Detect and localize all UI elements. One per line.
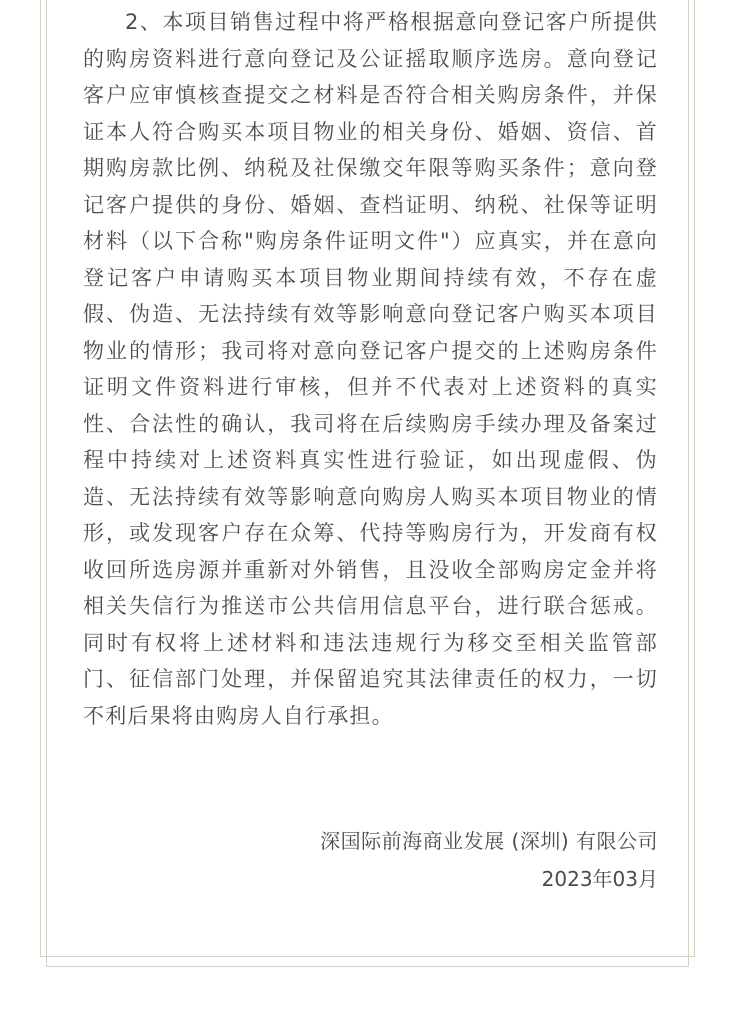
notice-body bbox=[83, 4, 658, 734]
signature-company: 深国际前海商业发展 (深圳) 有限公司 bbox=[320, 829, 658, 853]
notice-paragraph: 2、本项目销售过程中将严格根据意向登记客户所提供的购房资料进行意向登记及公证摇取顺序选房。意向登记客户应审慎核查提交之材料是否符合相关购房条件，并保证本人符合购买本项目物业的相关身份、婚姻、资信、首期购房款比例、纳税及社保缴交年限等购买条件；意向登记客户提供的身份、婚姻、查档证明、纳税、社保等证明材料（以下合称"购房条件证明文件"）应真实，并在意向登记客户申请购买本项目物业期间持续有效，不存在虚假、伪造、无法持续有效等影响意向登记客户购买本项目物业的情形；我司将对意向登记客户提交的上述购房条件证明文件资料进行审核，但并不代表对上述资料的真实性、合法性的确认，我司将在后续购房手续办理及备案过程中持续对上述资料真实性进行验证，如出现虚假、伪造、无法持续有效等影响意向购房人购买本项目物业的情形，或发现客户存在众筹、代持等购房行为，开发商有权收回所选房源并重新对外销售，且没收全部购房定金并将相关失信行为推送市公共信用信息平台，进行联合惩戒。同时有权将上述材料和违法违规行为移交至相关监管部门、征信部门处理，并保留追究其法律责任的权力，一切不利后果将由购房人自行承担。 bbox=[83, 10, 658, 728]
signature-date: 2023年03月 bbox=[541, 867, 658, 891]
signature-block bbox=[320, 822, 658, 898]
